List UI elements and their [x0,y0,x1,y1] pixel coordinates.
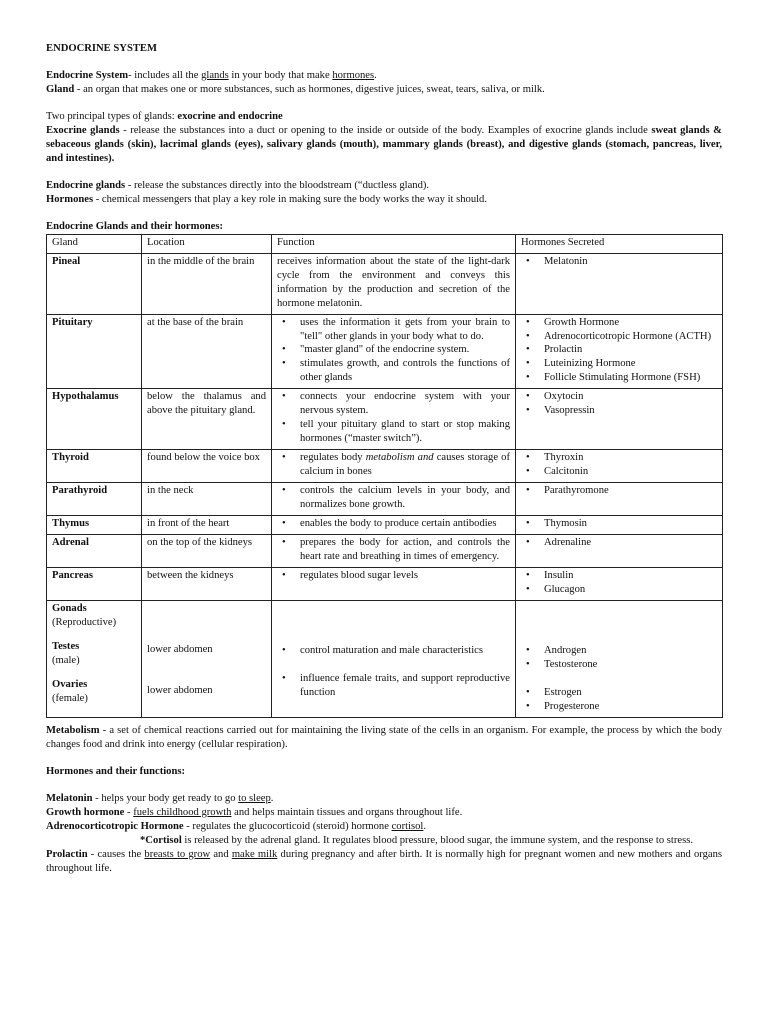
list-item: • Thymosin [521,517,717,531]
list-item: • connects your endocrine system with your nervous system. [277,390,510,418]
list-item: • Melatonin [521,255,717,269]
table-row [47,483,723,516]
hormones-cell [516,450,723,483]
term: Endocrine System [46,69,129,81]
location-cell: below the thalamus and above the pituitary gland. [142,389,272,450]
location-cell: found below the voice box [142,450,272,483]
list-item: • controls the calcium levels in your body, and normalizes bone growth. [277,484,510,512]
childhood-growth-link[interactable]: fuels childhood growth [133,806,232,818]
function-cell [272,516,516,535]
location-cell: on the top of the kidneys [142,535,272,568]
endocrine-glands-definition: Endocrine glands - release the substances directly into the bloodstream (“ductless gland). [46,179,430,191]
list-item: • Glucagon [521,583,717,597]
list-item: • influence female traits, and support reproductive function [277,672,510,700]
make-milk-link[interactable]: make milk [231,848,278,860]
list-item: • Follicle Stimulating Hormone (FSH) [521,371,717,385]
growth-hormone-function: Growth hormone - fuels childhood growth and helps maintain tissues and organs throughout life. [46,806,463,818]
hormones-cell [516,314,723,389]
location-cell: between the kidneys [142,568,272,601]
term: Gland [46,83,75,95]
hormones-cell [516,535,723,568]
header-hormones: Hormones Secreted [516,234,723,253]
list-item: • Parathyromone [521,484,717,498]
list-item: • Prolactin [521,343,717,357]
list-item: • Luteinizing Hormone [521,357,717,371]
function-cell [272,568,516,601]
function-cell [272,483,516,516]
metabolism-definition: Metabolism - a set of chemical reactions carried out for maintaining the living state of the cells in an organism. For example, the process by which the body changes food and drink into energy (cellular respiration). [46,724,722,750]
gland-cell: Gonads (Reproductive) Testes (male) Ovaries (female) [47,600,142,717]
list-item: • Androgen [521,644,717,658]
list-item: • enables the body to produce certain antibodies [277,517,510,531]
table-row-gonads [47,600,723,717]
list-item: • Adrenocorticotropic Hormone (ACTH) [521,330,717,344]
location-cell: in front of the heart [142,516,272,535]
list-item: • stimulates growth, and controls the functions of other glands [277,357,510,385]
hormones-cell [516,568,723,601]
header-function: Function [272,234,516,253]
list-item: • regulates body metabolism and causes storage of calcium in bones [277,451,510,479]
list-item: • Oxytocin [521,390,717,404]
hormone-functions-heading: Hormones and their functions: [46,765,186,777]
gland-cell: Thymus [47,516,142,535]
hormones-link[interactable]: hormones [332,69,375,81]
function-cell [272,450,516,483]
table-row [47,314,723,389]
gland-types-heading: Two principal types of glands: exocrine and endocrine [46,110,283,122]
list-item: • Progesterone [521,700,717,714]
function-cell [272,535,516,568]
function-cell [272,389,516,450]
list-item: • prepares the body for action, and controls the heart rate and breathing in times of emergency. [277,536,510,564]
acth-function: Adrenocorticotropic Hormone - regulates the glucocorticoid (steroid) hormone cortisol. [46,820,427,832]
hormones-cell [516,516,723,535]
gland-cell: Adrenal [47,535,142,568]
to-sleep-link[interactable]: to sleep [238,792,271,804]
location-cell: in the middle of the brain [142,253,272,314]
gland-cell: Thyroid [47,450,142,483]
function-cell: receives information about the state of the light-dark cycle from the environment and conveys this information by the production and secretion of the hormone melatonin. [272,253,516,314]
list-item: • uses the information it gets from your brain to "tell" other glands in your body what to do. [277,316,510,344]
function-cell [272,600,516,717]
hormones-cell [516,600,723,717]
cortisol-link[interactable]: cortisol [391,820,424,832]
table-row [47,389,723,450]
list-item: • Growth Hormone [521,316,717,330]
list-item: • Thyroxin [521,451,717,465]
list-item: • Insulin [521,569,717,583]
table-row [47,535,723,568]
gland-cell: Parathyroid [47,483,142,516]
table-caption: Endocrine Glands and their hormones: [46,220,223,232]
location-cell: lower abdomen lower abdomen [142,600,272,717]
list-item: • "master gland" of the endocrine system. [277,343,510,357]
location-cell: in the neck [142,483,272,516]
table-row [47,516,723,535]
hormones-cell [516,253,723,314]
gland-definition: Gland - an organ that makes one or more substances, such as hormones, digestive juices, sweat, tears, saliva, or milk. [46,83,545,95]
list-item: • control maturation and male characteristics [277,644,510,658]
exocrine-definition: Exocrine glands - release the substances into a duct or opening to the inside or outside of the body. Examples of exocrine glands include sweat glands & sebaceous glands (skin), lacrimal glands (eyes), salivary glands (mouth), mammary glands (breast), and digestive glands (stomach, pancreas, liver, and intestines). [46,124,722,164]
gland-cell: Pituitary [47,314,142,389]
list-item: • Vasopressin [521,404,717,418]
table-row [47,253,723,314]
hormones-definition: Hormones - chemical messengers that play a key role in making sure the body works the way it should. [46,193,488,205]
list-item: • Estrogen [521,686,717,700]
header-location: Location [142,234,272,253]
breasts-to-grow-link[interactable]: breasts to grow [144,848,211,860]
gland-cell: Pancreas [47,568,142,601]
document-content [46,42,722,876]
table-row [47,568,723,601]
list-item: • regulates blood sugar levels [277,569,510,583]
prolactin-function: Prolactin - causes the breasts to grow and make milk during pregnancy and after birth. It is normally high for pregnant women and new mothers and organs throughout life. [46,848,723,874]
location-cell: at the base of the brain [142,314,272,389]
endocrine-glands-table [46,234,723,718]
gland-cell: Hypothalamus [47,389,142,450]
table-header-row [47,234,723,253]
glands-link[interactable]: glands [201,69,229,81]
gland-cell: Pineal [47,253,142,314]
melatonin-function: Melatonin - helps your body get ready to go to sleep. [46,792,274,804]
list-item: • tell your pituitary gland to start or stop making hormones (“master switch”). [277,418,510,446]
endocrine-system-definition: Endocrine System- includes all the glands in your body that make hormones. [46,69,377,81]
function-cell [272,314,516,389]
hormones-cell [516,483,723,516]
list-item: • Adrenaline [521,536,717,550]
document-title: ENDOCRINE SYSTEM [46,43,157,54]
list-item: • Calcitonin [521,465,717,479]
table-row [47,450,723,483]
hormones-cell [516,389,723,450]
cortisol-note: *Cortisol is released by the adrenal gland. It regulates blood pressure, blood sugar, the immune system, and the response to stress. [140,834,693,846]
header-gland: Gland [47,234,142,253]
list-item: • Testosterone [521,658,717,672]
